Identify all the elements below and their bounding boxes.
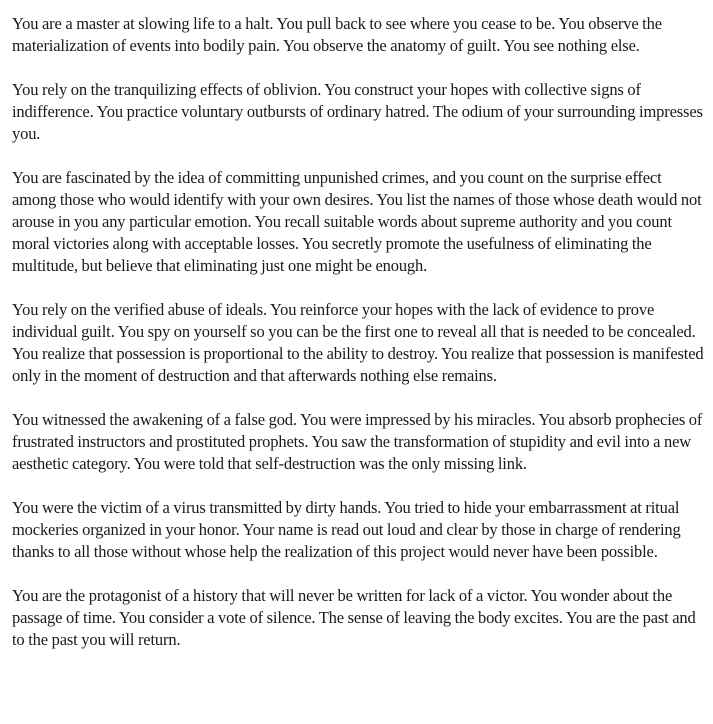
paragraph-6: You were the victim of a virus transmitted by dirty hands. You tried to hide your embarrassment at ritual mockeries organized in your honor. Your name is read out loud and clear by those in charge of rendering thanks to all those without whose help the realization of this project would never have been possible. [12,498,681,561]
paragraph-4: You rely on the verified abuse of ideals. You reinforce your hopes with the lack of evidence to prove individual guilt. You spy on yourself so you can be the first one to reveal all that is needed to be concealed. You realize that possession is proportional to the ability to destroy. You realize that possession is manifested only in the moment of destruction and that afterwards nothing else remains. [12,300,704,385]
paragraph-1: You are a master at slowing life to a halt. You pull back to see where you cease to be. You observe the materialization of events into bodily pain. You observe the anatomy of guilt. You see nothing else. [12,14,662,55]
paragraph-7: You are the protagonist of a history that will never be written for lack of a victor. You wonder about the passage of time. You consider a vote of silence. The sense of leaving the body excites. You are the past and to the past you will return. [12,586,696,649]
paragraph-5: You witnessed the awakening of a false god. You were impressed by his miracles. You absorb prophecies of frustrated instructors and prostituted prophets. You saw the transformation of stupidity and evil into a new aesthetic category. You were told that self-destruction was the only missing link. [12,410,703,473]
paragraph-3: You are fascinated by the idea of committing unpunished crimes, and you count on the surprise effect among those who would identify with your own desires. You list the names of those whose death would not arouse in you any particular emotion. You recall suitable words about supreme authority and you count moral victories along with acceptable losses. You secretly promote the usefulness of eliminating the multitude, but believe that eliminating just one might be enough. [12,168,702,275]
paragraph-2: You rely on the tranquilizing effects of oblivion. You construct your hopes with collective signs of indifference. You practice voluntary outbursts of ordinary hatred. The odium of your surrounding impresses you. [12,80,703,143]
